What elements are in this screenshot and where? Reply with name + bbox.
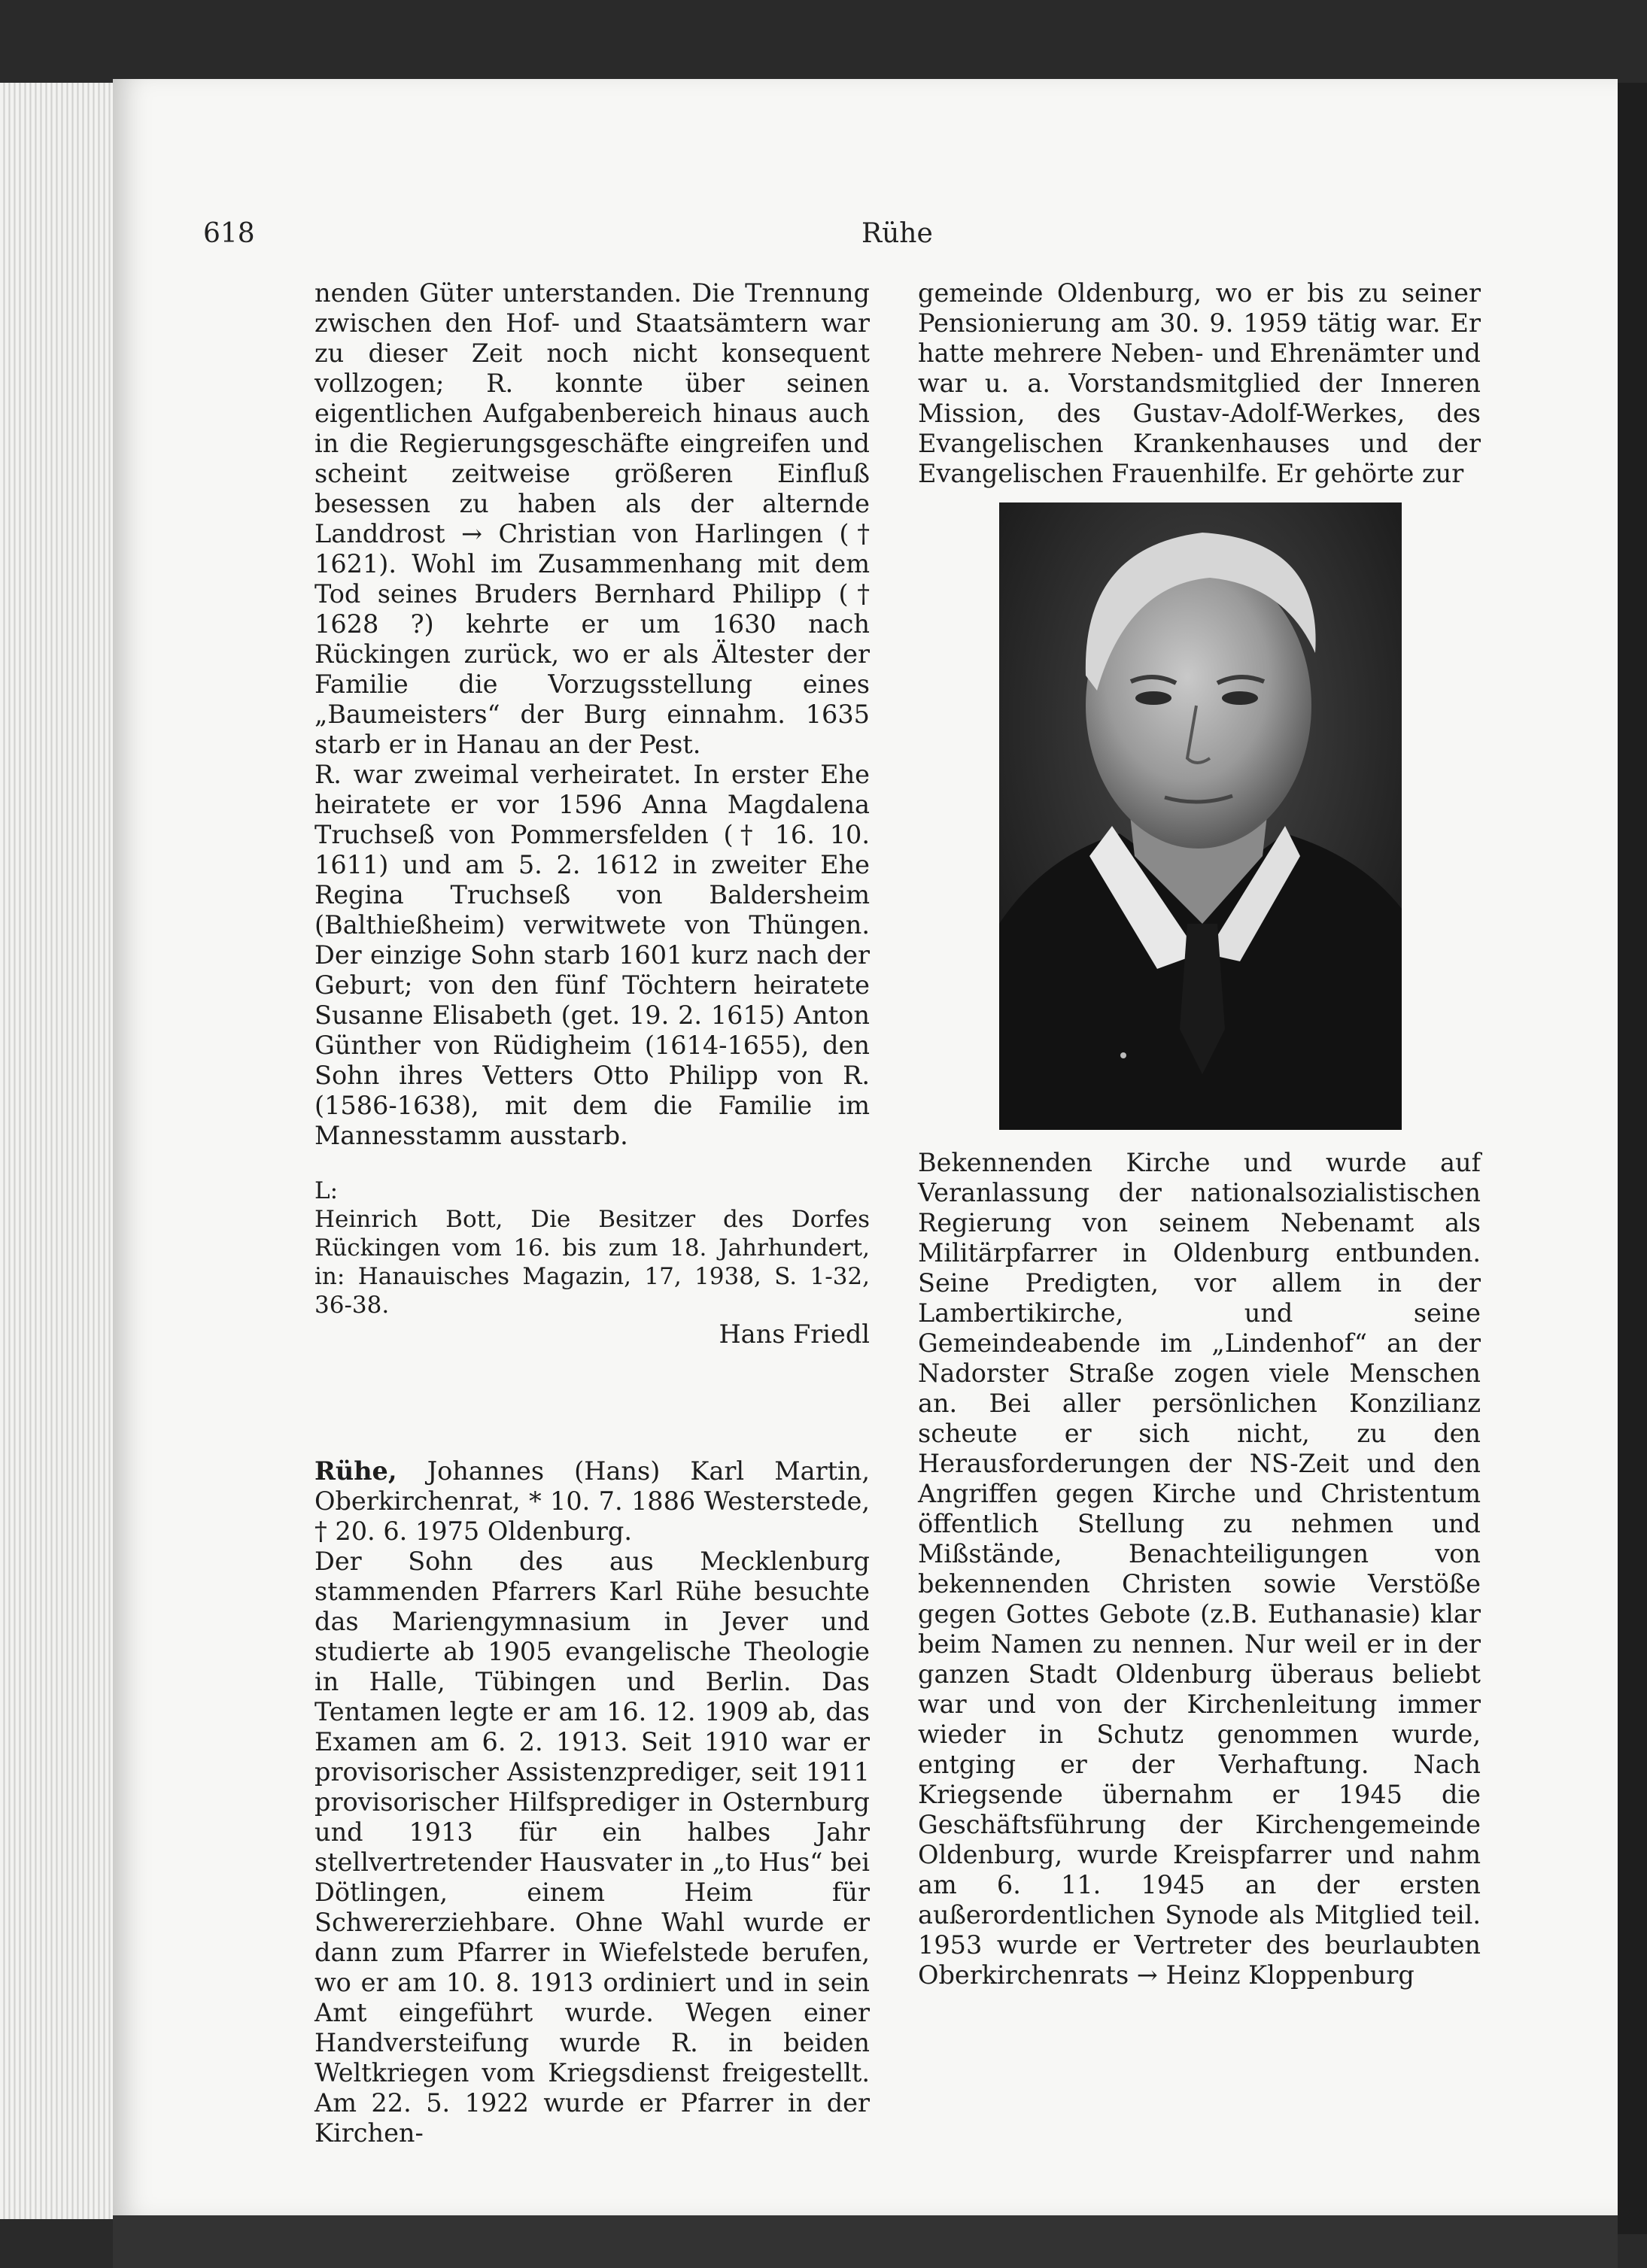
entry-name: Rühe, <box>315 1456 397 1486</box>
paragraph-2: R. war zweimal verheiratet. In erster Ehe heiratete er vor 1596 Anna Magdalena Truchseß von Pommersfelden († 16. 10. 1611) und am 5. 2. 1612 in zweiter Ehe Regina Truchseß von Baldersheim (Balthießheim) verwitwete von Thüngen. Der einzige Sohn starb 1601 kurz nach der Geburt; von den fünf Töchtern heiratete Susanne Elisabeth (get. 19. 2. 1615) Anton Günther von Rüdigheim (1614-1655), den Sohn ihres Vetters Otto Philipp von R. (1586-1638), mit dem die Familie im Mannesstamm ausstarb. <box>315 760 870 1150</box>
book-page-edges <box>0 83 113 2219</box>
paragraph-1: nenden Güter unterstanden. Die Trennung zwischen den Hof- und Staatsämtern war zu dieser Zeit noch nicht konsequent vollzogen; R. konnte über seinen eigentlichen Aufgabenbereich hinaus auch in die Regierungsgeschäfte eingreifen und scheint zeitweise größeren Einfluß besessen zu haben als der alternde Landdrost → Christian von Harlingen († 1621). Wohl im Zusammenhang mit dem Tod seines Bruders Bernhard Philipp († 1628 ?) kehrte er um 1630 nach Rückingen zurück, wo er als Ältester der Familie die Vorzugsstellung eines „Baumeisters“ der Burg einnahm. 1635 starb er in Hanau an der Pest. <box>315 278 870 759</box>
running-title: Rühe <box>861 218 933 249</box>
left-column <box>315 278 870 2148</box>
portrait-photo <box>999 502 1402 1130</box>
page-number: 618 <box>203 218 255 249</box>
entry-header: Johannes (Hans) Karl Martin, Oberkirchenrat, * 10. 7. 1886 Westerstede, † 20. 6. 1975 Oldenburg. <box>315 1456 870 1546</box>
article-author: Hans Friedl <box>719 1319 870 1349</box>
literature-label: L: <box>315 1177 339 1204</box>
right-bottom-text: Bekennenden Kirche und wurde auf Veranlassung der nationalsozialistischen Regierung von seinem Nebenamt als Militärpfarrer in Oldenburg entbunden. Seine Predigten, vor allem in der Lambertikirche, und seine Gemeindeabende im „Lindenhof“ an der Nadorster Straße zogen viele Menschen an. Bei aller persönlichen Konzilianz scheute er sich nicht, zu den Herausforderungen der NS-Zeit und den Angriffen gegen Kirche und Christentum öffentlich Stellung zu nehmen und Mißstände, Benachteiligungen von bekennenden Christen sowie Verstöße gegen Gottes Gebote (z.B. Euthanasie) klar beim Namen zu nennen. Nur weil er in der ganzen Stadt Oldenburg überaus beliebt war und von der Kirchenleitung immer wieder in Schutz genommen wurde, entging er der Verhaftung. Nach Kriegsende übernahm er 1945 die Geschäftsführung der Kirchengemeinde Oldenburg, wurde Kreispfarrer und nahm am 6. 11. 1945 an der ersten außerordentlichen Synode als Mitglied teil. 1953 wurde er Vertreter des beurlaubten Oberkirchenrats → Heinz Kloppenburg <box>918 1148 1481 1990</box>
right-column <box>918 278 1481 1990</box>
right-top-text: gemeinde Oldenburg, wo er bis zu seiner Pensionierung am 30. 9. 1959 tätig war. Er hatte mehrere Neben- und Ehrenämter und war u. a. Vorstandsmitglied der Inneren Mission, des Gustav-Adolf-Werkes, des Evangelischen Krankenhauses und der Evangelischen Frauenhilfe. Er gehörte zur <box>918 278 1481 488</box>
entry-heading <box>315 1456 870 1547</box>
scan-background-bottom <box>113 2215 1618 2268</box>
entry-body: Der Sohn des aus Mecklenburg stammenden Pfarrers Karl Rühe besuchte das Mariengymnasium in Jever und studierte ab 1905 evangelische Theologie in Halle, Tübingen und Berlin. Das Tentamen legte er am 16. 12. 1909 ab, das Examen am 6. 2. 1913. Seit 1910 war er provisorischer Assistenzprediger, seit 1911 provisorischer Hilfsprediger in Osternburg und 1913 für ein halbes Jahr stellvertretender Hausvater in „to Hus“ bei Dötlingen, einem Heim für Schwererziehbare. Ohne Wahl wurde er dann zum Pfarrer in Wiefelstede berufen, wo er am 10. 8. 1913 ordiniert und in sein Amt eingeführt wurde. Wegen einer Handversteifung wurde R. in beiden Weltkriegen vom Kriegsdienst freigestellt. Am 22. 5. 1922 wurde er Pfarrer in der Kirchen- <box>315 1547 870 2148</box>
literature-reference: Heinrich Bott, Die Besitzer des Dorfes Rückingen vom 16. bis zum 18. Jahrhundert, in: Hanauisches Magazin, 17, 1938, S. 1-32, 36-38. <box>315 1206 870 1319</box>
scan-background-right <box>1617 83 1647 2234</box>
